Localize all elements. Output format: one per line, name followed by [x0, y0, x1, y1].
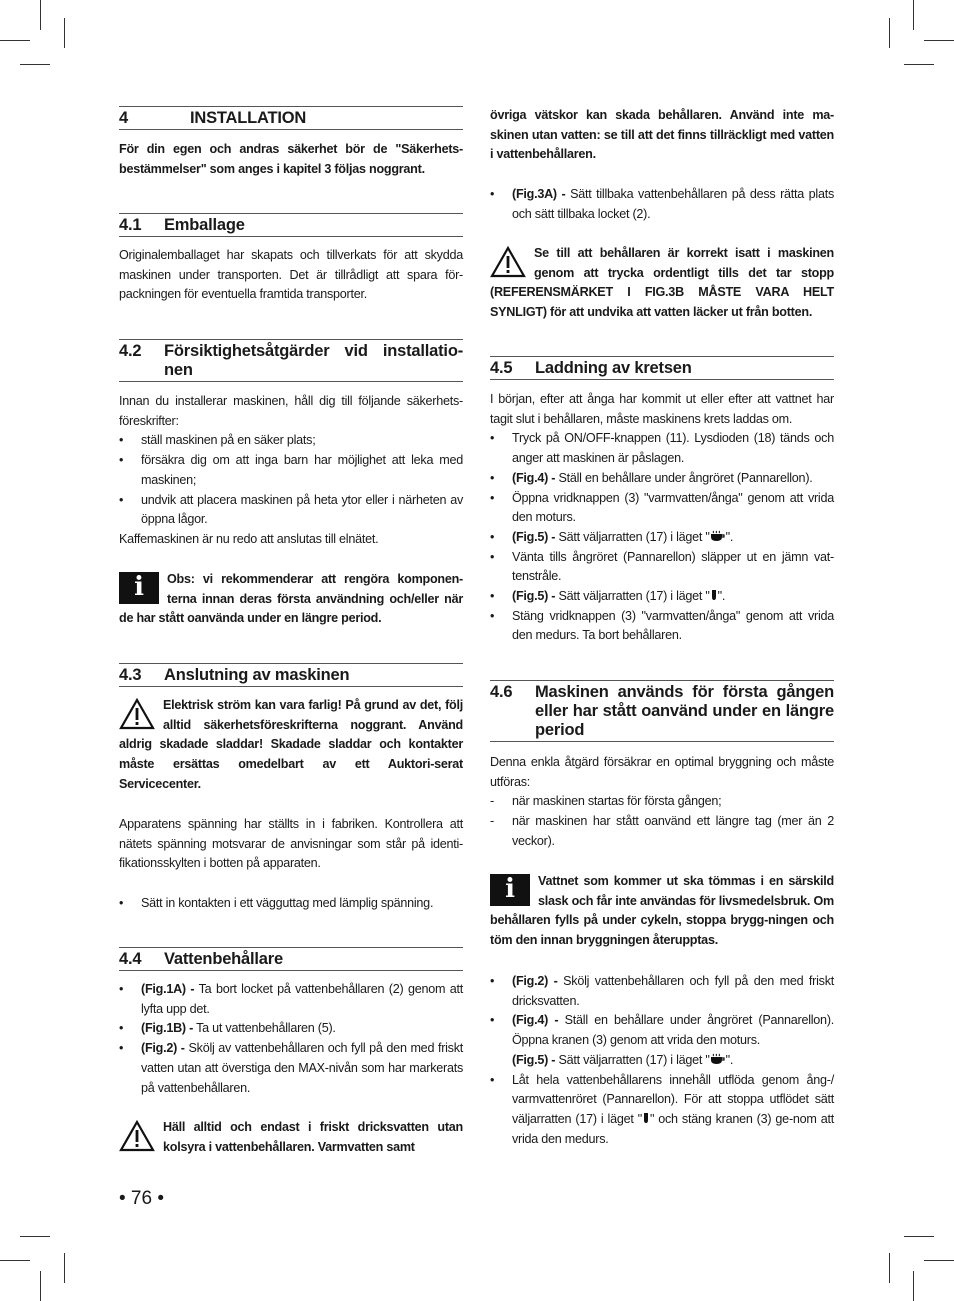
note-text: Obs: vi rekommenderar att rengöra komponen-terna innan deras första användning och/eller när de har stått oanvända under en längre period. [119, 572, 463, 626]
item-text: Ställ en behållare under ångröret (Pannarellon). Öppna kranen (3) genom att vrida den moturs. [512, 1013, 835, 1048]
list-item: • ställ maskinen på en säker plats; [119, 431, 463, 451]
page-number: • 76 • [119, 1188, 164, 1209]
warning-triangle-icon [119, 1120, 155, 1152]
section-4-1-text: Originalemballaget har skapats och tillverkats för att skydda maskinen under transporten. Det är tillrådligt att spara för-packningen för eventuella framtida transporter. [119, 248, 463, 302]
section-4-6-body [490, 753, 834, 852]
section-4-2-body [119, 392, 463, 550]
section-4-5-heading [490, 356, 834, 380]
info-icon-glyph: i [490, 874, 530, 906]
note-text: Se till att behållaren är korrekt isatt i maskinen genom att trycka ordentligt tills det tar stopp (REFERENSMÄRKET I FIG.3B MÅSTE VARA HELT SYNLIGT) för att undvika att vatten läcker ut från botten. [490, 246, 834, 320]
list-item: - när maskinen har stått oanvänd ett längre tag (mer än 2 veckor). [490, 812, 834, 851]
list-item [490, 587, 834, 607]
section-number: 4.4 [119, 950, 142, 968]
section-4-1-heading [119, 213, 463, 237]
cup-icon [710, 530, 726, 542]
list-item [490, 469, 834, 489]
section-title: Vattenbehållare [164, 950, 283, 968]
paragraph: Denna enkla åtgärd försäkrar en optimal bryggning och måste utföras: [490, 755, 834, 789]
info-icon [119, 572, 159, 604]
list-item: • Sätt in kontakten i ett vägguttag med lämplig spänning. [119, 894, 463, 914]
warning-note [119, 696, 463, 795]
figure-ref: (Fig.1B) - [141, 1021, 194, 1036]
crop-mark [904, 64, 934, 65]
crop-mark [64, 18, 65, 48]
section-4-5-body [490, 390, 834, 646]
section-4-3-text: Apparatens spänning har ställts in i fabriken. Kontrollera att nätets spänning motsvarar de anvisningar som står på identi-fikationsskylten i botten på apparaten. [119, 817, 463, 871]
crop-mark [889, 1253, 890, 1283]
section-4-4-heading [119, 947, 463, 971]
item-text: Skölj av vattenbehållaren och fyll på den med friskt vatten utan att överstiga den MAX-nivån som har markerats på vattenbehållaren. [141, 1041, 464, 1095]
bullet-list [490, 972, 834, 1149]
list-item [119, 1039, 463, 1098]
warning-note [490, 244, 834, 323]
crop-mark [64, 1253, 65, 1283]
note-text: Vattnet som kommer ut ska tömmas i en särskild slask och får inte användas för livsmedelsbruk. Om behållaren fylls på under cykeln, stoppa brygg-ningen och töm den innan bryggningen återupptas. [490, 874, 834, 948]
section-number: 4.2 [119, 342, 142, 360]
list-item [490, 1071, 834, 1150]
figure-ref: (Fig.4) - [512, 1013, 559, 1028]
figure-ref: (Fig.5) - [512, 529, 556, 544]
crop-mark [40, 0, 41, 30]
crop-mark [40, 1271, 41, 1301]
section-number: 4 [119, 109, 128, 127]
crop-mark [0, 40, 30, 41]
item-text: ". [725, 529, 734, 544]
item-text: Skölj vattenbehållaren och fyll på den med friskt dricksvatten. [512, 974, 835, 1008]
list-item: • Vänta tills ångröret (Pannarellon) släpper ut en jämn vat-tenstråle. [490, 548, 834, 587]
item-text: Ta ut vattenbehållaren (5). [196, 1021, 336, 1036]
figure-ref: (Fig.5) - [512, 589, 556, 604]
item-text: Ställ en behållare under ångröret (Pannarellon). [558, 470, 813, 485]
warning-continued: övriga vätskor kan skada behållaren. Använd inte ma-skinen utan vatten: se till att det finns tillräckligt med vatten i vattenbehållaren. [490, 108, 834, 162]
list-item [119, 1019, 463, 1039]
crop-mark [889, 18, 890, 48]
section-title: Maskinen används för första gången eller har stått oanvänd under en längre period [535, 683, 834, 739]
item-text: Låt hela vattenbehållarens innehåll utflöda genom ång-/ varmvattenröret (Pannarellon). För att stoppa utflödet sätt väljarratten (17) i läget " [512, 1072, 834, 1126]
section-4-intro: För din egen och andras säkerhet bör de "Säkerhets-bestämmelser" som anges i kapitel 3 följas noggrant. [119, 142, 463, 176]
item-text: Sätt väljarratten (17) i läget " [558, 1052, 710, 1067]
warning-note [119, 1118, 463, 1157]
figure-ref: (Fig.2) - [512, 974, 558, 988]
section-title: Laddning av kretsen [535, 359, 692, 377]
crop-mark [924, 1260, 954, 1261]
list-item: • Tryck på ON/OFF-knappen (11). Lysdioden (18) tänds och anger att maskinen är påslagen. [490, 429, 834, 468]
item-text: ". [725, 1052, 734, 1067]
bullet-list [119, 431, 463, 530]
crop-mark [0, 1260, 30, 1261]
note-text: Elektrisk ström kan vara farlig! På grund av det, följ alltid säkerhetsföreskrifterna noggrant. Använd aldrig skadade sladdar! Skadade sladdar och kontakter måste ersättas omedelbart av ett Auktori-serat Servicecenter. [119, 698, 463, 791]
bullet-list [490, 185, 834, 224]
info-icon [490, 874, 530, 906]
figure-ref: (Fig.3A) - [512, 187, 566, 201]
section-4-2-heading [119, 339, 463, 382]
warning-triangle-icon [119, 698, 155, 730]
info-note [490, 872, 834, 951]
list-item: • Stäng vridknappen (3) "varmvatten/ånga" genom att vrida den medurs. Ta bort behållaren. [490, 607, 834, 646]
section-4-6-heading [490, 680, 834, 742]
section-title: INSTALLATION [190, 109, 307, 127]
list-item: • Öppna vridknappen (3) "varmvatten/ånga" genom att vrida den moturs. [490, 489, 834, 528]
crop-mark [904, 1236, 934, 1237]
item-text: Sätt tillbaka vattenbehållaren på dess rätta plats och sätt tillbaka locket (2). [512, 187, 835, 221]
paragraph: Innan du installerar maskinen, håll dig till följande säkerhets-föreskrifter: [119, 394, 463, 428]
info-icon-glyph: i [119, 572, 159, 604]
section-4-heading [119, 106, 463, 130]
list-item [490, 528, 834, 548]
bullet-list [119, 980, 463, 1098]
figure-ref: (Fig.1A) - [141, 982, 195, 996]
paragraph: Kaffemaskinen är nu redo att anslutas till elnätet. [119, 531, 379, 546]
section-title: Anslutning av maskinen [164, 666, 350, 684]
list-item [490, 1011, 834, 1070]
warning-triangle-icon [490, 246, 526, 278]
paragraph: I början, efter att ånga har kommit ut eller efter att vattnet har tagit slut i behållaren, måste maskinens krets laddas om. [490, 392, 834, 426]
crop-mark [924, 40, 954, 41]
list-item [119, 980, 463, 1019]
info-note [119, 570, 463, 629]
bullet-list [119, 894, 463, 914]
list-item: • försäkra dig om att inga barn har möjlighet att leka med maskinen; [119, 451, 463, 490]
steam-icon [642, 1112, 650, 1124]
crop-mark [20, 1236, 50, 1237]
section-title: Emballage [164, 216, 245, 234]
crop-mark [20, 64, 50, 65]
section-number: 4.5 [490, 359, 513, 377]
figure-ref: (Fig.4) - [512, 470, 556, 485]
crop-mark [913, 1271, 914, 1301]
figure-ref: (Fig.2) - [141, 1041, 185, 1056]
section-number: 4.6 [490, 683, 513, 701]
figure-ref: (Fig.5) - [512, 1052, 556, 1067]
steam-icon [710, 589, 718, 601]
item-text: Ta bort locket på vattenbehållaren (2) genom att lyfta upp det. [141, 982, 463, 1016]
note-text: Häll alltid och endast i friskt dricksvatten utan kolsyra i vattenbehållaren. Varmvatten samt [163, 1120, 463, 1154]
dash-list [490, 792, 834, 851]
list-item: • undvik att placera maskinen på heta ytor eller i närheten av öppna lågor. [119, 491, 463, 530]
cup-icon [710, 1053, 726, 1065]
item-text: Sätt väljarratten (17) i läget " [558, 529, 710, 544]
list-item: - när maskinen startas för första gången; [490, 792, 834, 812]
list-item [490, 972, 834, 1011]
section-4-3-heading [119, 663, 463, 687]
section-number: 4.1 [119, 216, 142, 234]
item-text: " och stäng kranen (3) ge-nom att vrida den medurs. [512, 1111, 834, 1146]
crop-mark [913, 0, 914, 30]
section-title: Försiktighetsåtgärder vid installatio-nen [164, 342, 463, 379]
section-number: 4.3 [119, 666, 142, 684]
item-text: ". [717, 589, 726, 604]
item-text: Sätt väljarratten (17) i läget " [558, 589, 710, 604]
list-item [490, 185, 834, 224]
bullet-list [490, 429, 834, 646]
